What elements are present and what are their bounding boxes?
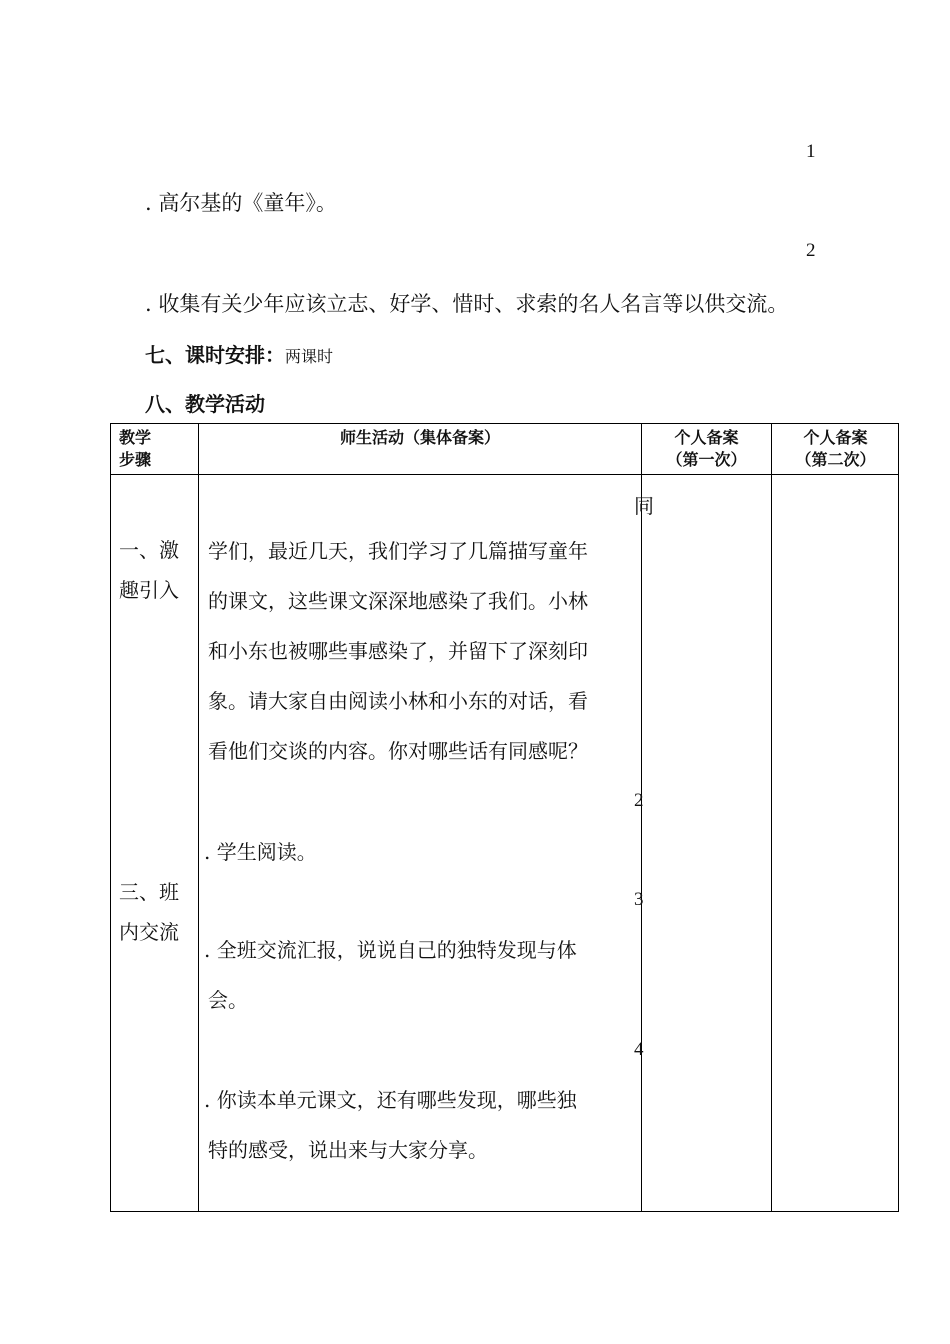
section8-heading: 八、教学活动 — [145, 392, 265, 416]
step-three-line1: 三、班 — [119, 880, 179, 904]
activity-line: . 全班交流汇报，说说自己的独特发现与体 — [204, 938, 577, 962]
header-personal-second-line1: 个人备案 — [803, 428, 868, 447]
step-three — [119, 872, 179, 952]
header-step — [119, 427, 151, 471]
col-divider-3 — [771, 424, 772, 1211]
activity-item-3 — [204, 925, 577, 1025]
item1-number: 1 — [806, 141, 816, 162]
marker-4: 4 — [634, 1039, 644, 1060]
activity-paragraph-1 — [208, 526, 588, 776]
item1-text: . 高尔基的《童年》。 — [145, 191, 337, 215]
header-step-line2: 步骤 — [119, 450, 152, 469]
marker-3: 3 — [634, 889, 644, 910]
activity-item-4 — [204, 1075, 577, 1175]
item2-text: . 收集有关少年应该立志、好学、惜时、求索的名人名言等以供交流。 — [145, 292, 789, 316]
header-activity: 师生活动（集体备案） — [339, 428, 500, 447]
header-personal-first-line2: （第一次） — [666, 450, 747, 469]
step-one-line1: 一、激 — [119, 538, 179, 562]
marker-2: 2 — [634, 790, 644, 811]
activity-line: 象。请大家自由阅读小林和小东的对话，看 — [208, 689, 588, 713]
col-divider-2 — [641, 424, 642, 1211]
activity-line: 学们，最近几天，我们学习了几篇描写童年 — [208, 539, 588, 563]
item2-number: 2 — [806, 240, 816, 261]
section7-title: 七、课时安排： — [145, 343, 285, 367]
header-personal-second-line2: （第二次） — [795, 450, 876, 469]
activity-line: 看他们交谈的内容。你对哪些话有同感呢？ — [208, 739, 588, 763]
step-three-line2: 内交流 — [119, 920, 179, 944]
header-personal-second — [772, 427, 899, 471]
activity-line: 和小东也被哪些事感染了，并留下了深刻印 — [208, 639, 588, 663]
activity-line: 的课文，这些课文深深地感染了我们。小林 — [208, 589, 588, 613]
step-one-line2: 趣引入 — [119, 578, 179, 602]
header-divider — [111, 474, 898, 475]
header-personal-first-line1: 个人备案 — [674, 428, 739, 447]
activity-item-2: . 学生阅读。 — [204, 840, 317, 864]
marker-tong: 同 — [634, 494, 654, 518]
activity-line: 会。 — [208, 988, 248, 1012]
section7-heading — [145, 339, 333, 368]
activity-line: 特的感受，说出来与大家分享。 — [208, 1138, 488, 1162]
activity-line: . 你读本单元课文，还有哪些发现，哪些独 — [204, 1088, 577, 1112]
header-step-line1: 教学 — [119, 428, 152, 447]
header-personal-first — [642, 427, 771, 471]
step-one — [119, 530, 179, 610]
col-divider-1 — [198, 424, 199, 1211]
section7-value: 两课时 — [285, 347, 334, 366]
teaching-activity-table — [110, 423, 899, 1212]
